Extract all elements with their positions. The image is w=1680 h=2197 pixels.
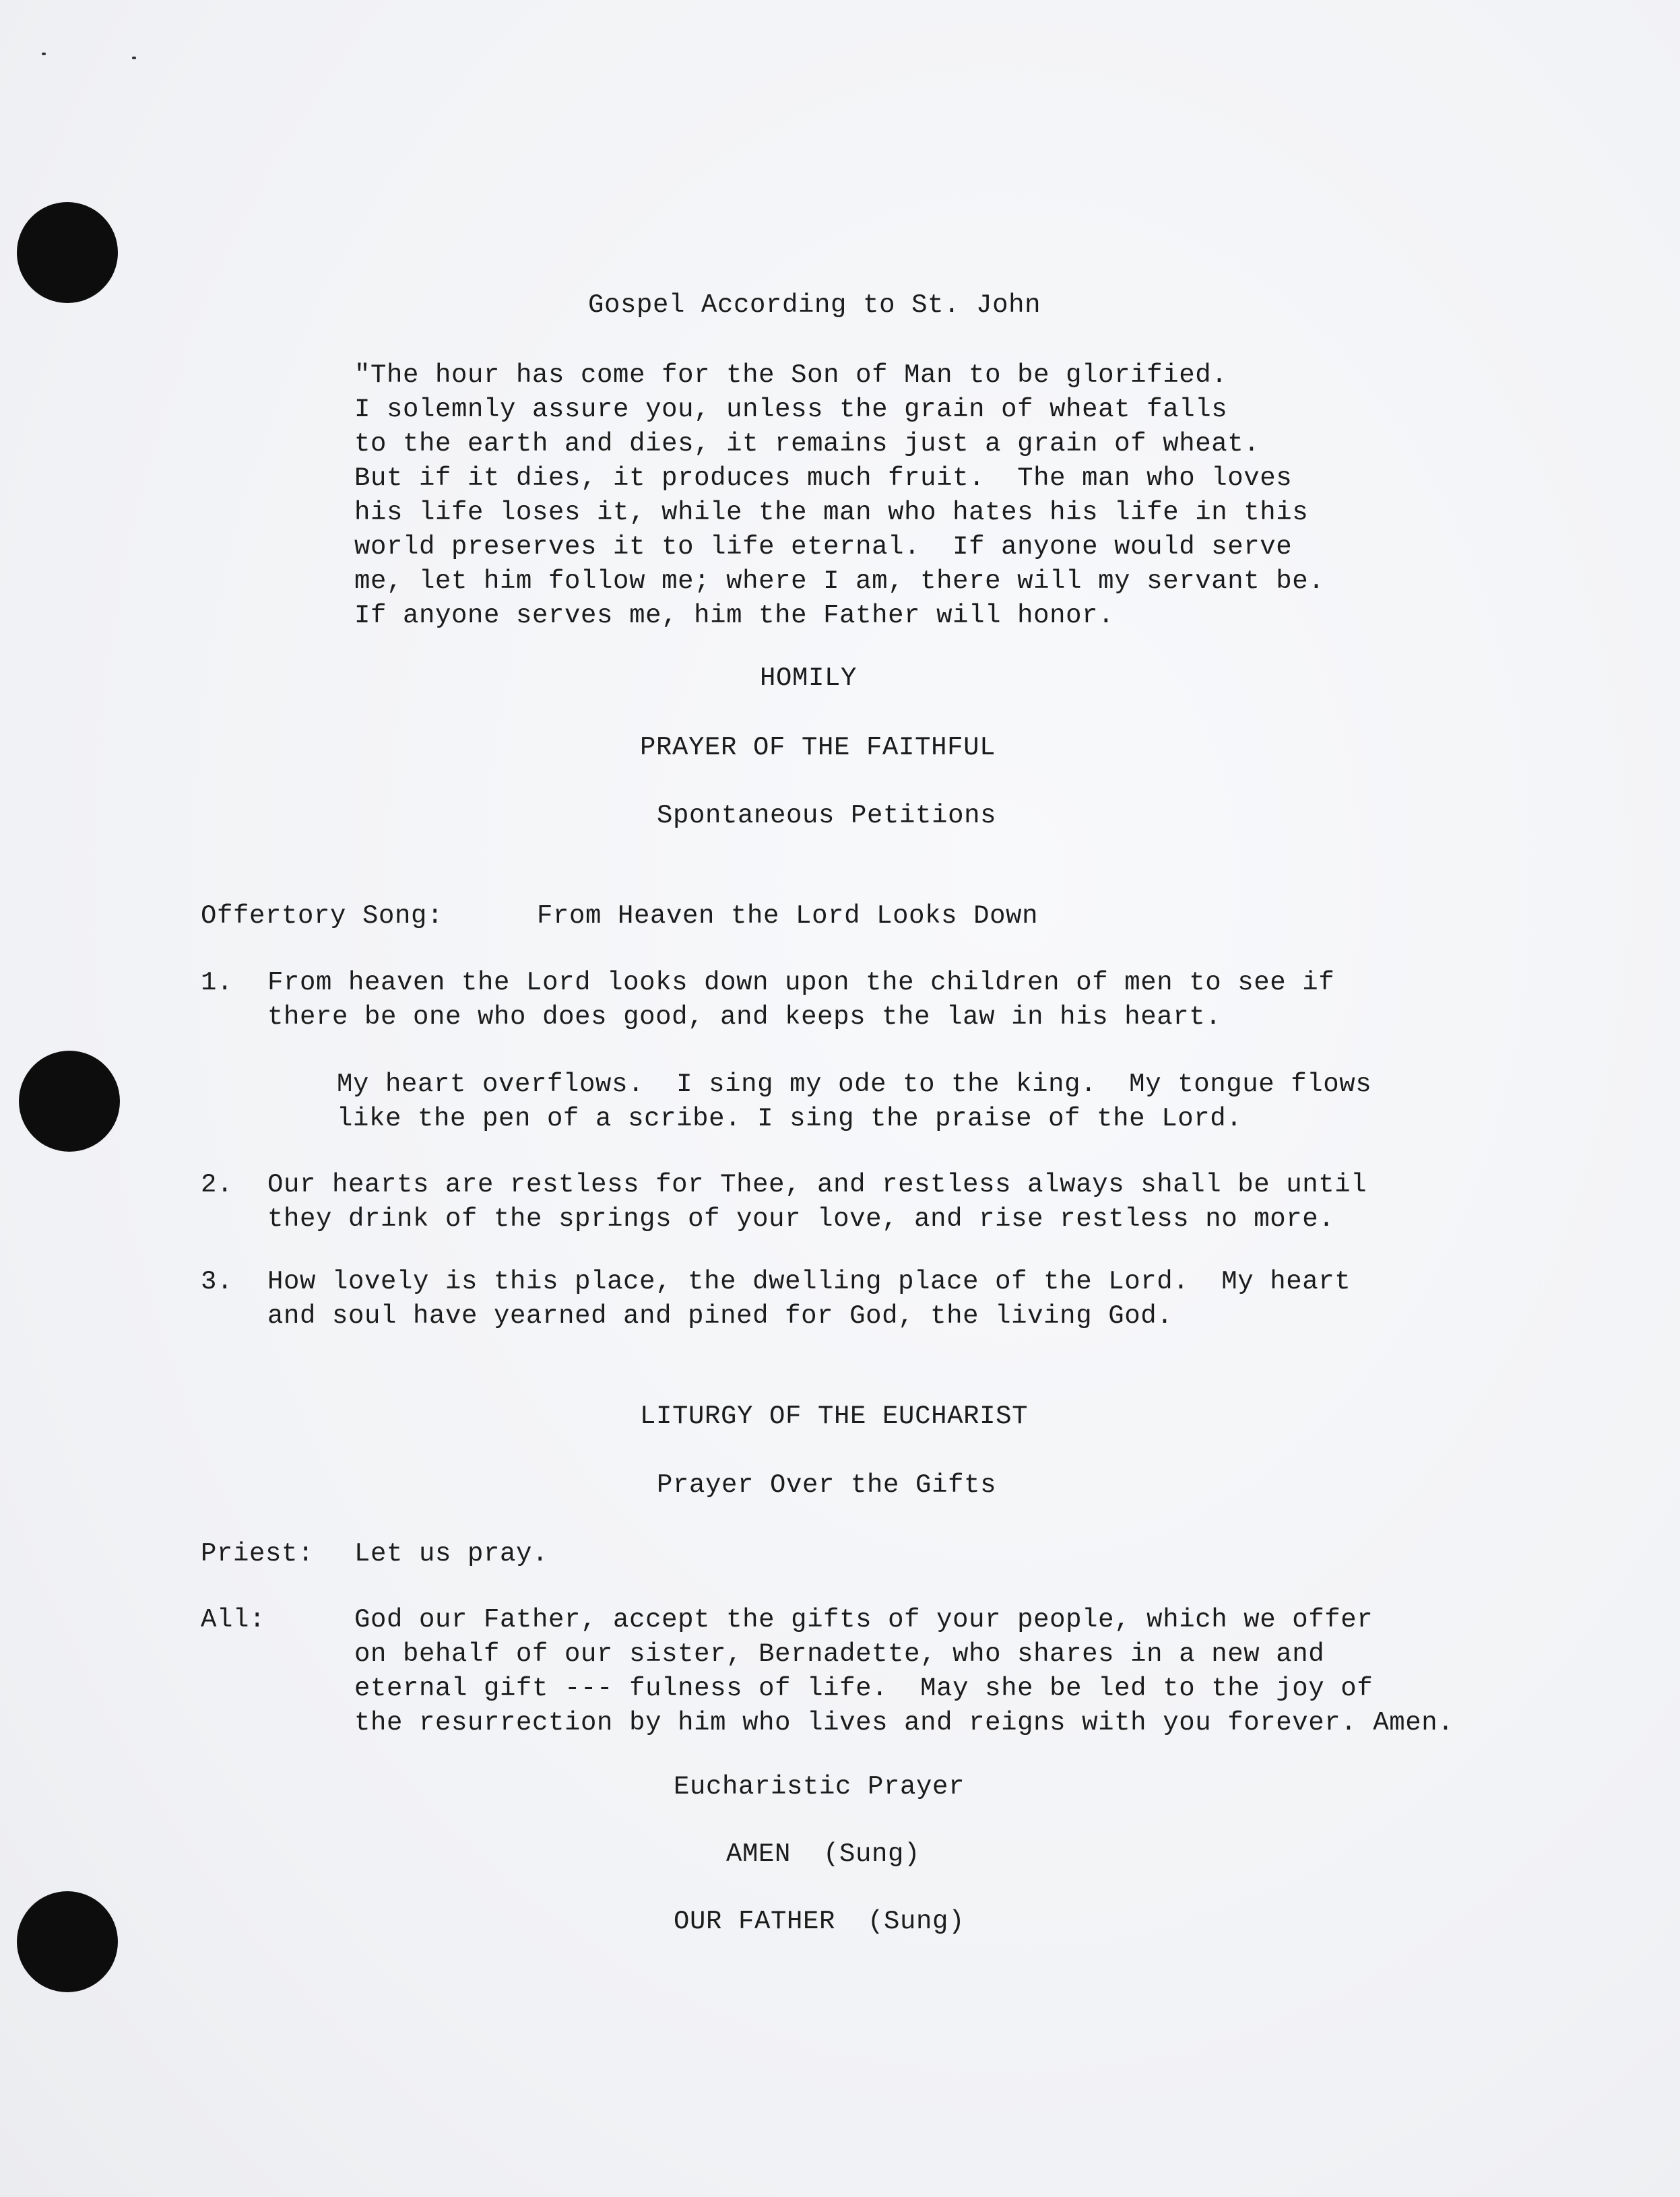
verse-number: 1. [201,968,234,997]
verse-line: From heaven the Lord looks down upon the children of men to see if [267,968,1335,997]
prayer-faithful-subheading: Spontaneous Petitions [657,801,997,830]
verse-number: 3. [201,1267,234,1297]
all-line: on behalf of our sister, Bernadette, who shares in a new and [354,1639,1325,1669]
verse-number: 2. [201,1170,234,1200]
our-father-heading: OUR FATHER (Sung) [674,1907,965,1936]
gospel-line: his life loses it, while the man who hates his life in this [354,498,1309,527]
offertory-label: Offertory Song: [201,901,444,931]
verse-text [267,966,1334,1035]
verse-text [267,1265,1351,1334]
homily-heading: HOMILY [760,663,858,693]
verse-line: there be one who does good, and keeps the law in his heart. [267,1002,1222,1032]
punch-hole-middle [19,1051,120,1152]
all-line: the resurrection by him who lives and reigns with you forever. Amen. [354,1708,1454,1738]
refrain-text [337,1068,1371,1136]
gospel-line: But if it dies, it produces much fruit. The man who loves [354,463,1293,493]
gospel-line: If anyone serves me, him the Father will honor. [354,601,1115,630]
priest-label: Priest: [201,1539,315,1569]
verse-line: How lovely is this place, the dwelling place of the Lord. My heart [267,1267,1351,1297]
refrain-line: like the pen of a scribe. I sing the praise of the Lord. [337,1104,1243,1134]
punch-hole-bottom [17,1891,118,1992]
refrain-line: My heart overflows. I sing my ode to the king. My tongue flows [337,1070,1372,1099]
all-line: God our Father, accept the gifts of your people, which we offer [354,1605,1374,1635]
gospel-line: me, let him follow me; where I am, there will my servant be. [354,566,1325,596]
gospel-text [354,358,1324,633]
speck-mark [132,57,136,59]
speck-mark [42,53,46,55]
all-line: eternal gift --- fulness of life. May she be led to the joy of [354,1674,1374,1703]
verse-line: they drink of the springs of your love, and rise restless no more. [267,1204,1335,1234]
prayer-faithful-heading: PRAYER OF THE FAITHFUL [640,733,996,762]
all-response [354,1603,1454,1740]
gospel-line: "The hour has come for the Son of Man to be glorified. [354,360,1228,390]
priest-text: Let us pray. [354,1539,549,1569]
eucharistic-prayer-heading: Eucharistic Prayer [674,1772,965,1802]
eucharist-subheading: Prayer Over the Gifts [657,1470,997,1500]
verse-line: Our hearts are restless for Thee, and restless always shall be until [267,1170,1367,1200]
gospel-line: world preserves it to life eternal. If anyone would serve [354,532,1293,562]
gospel-line: I solemnly assure you, unless the grain of wheat falls [354,395,1228,424]
punch-hole-top [17,202,118,303]
offertory-title: From Heaven the Lord Looks Down [537,901,1039,931]
verse-line: and soul have yearned and pined for God, the living God. [267,1301,1173,1331]
verse-text [267,1168,1367,1237]
gospel-line: to the earth and dies, it remains just a grain of wheat. [354,429,1260,459]
all-label: All: [201,1605,266,1635]
eucharist-heading: LITURGY OF THE EUCHARIST [640,1402,1029,1431]
amen-heading: AMEN (Sung) [726,1839,921,1869]
gospel-heading: Gospel According to St. John [588,290,1041,320]
